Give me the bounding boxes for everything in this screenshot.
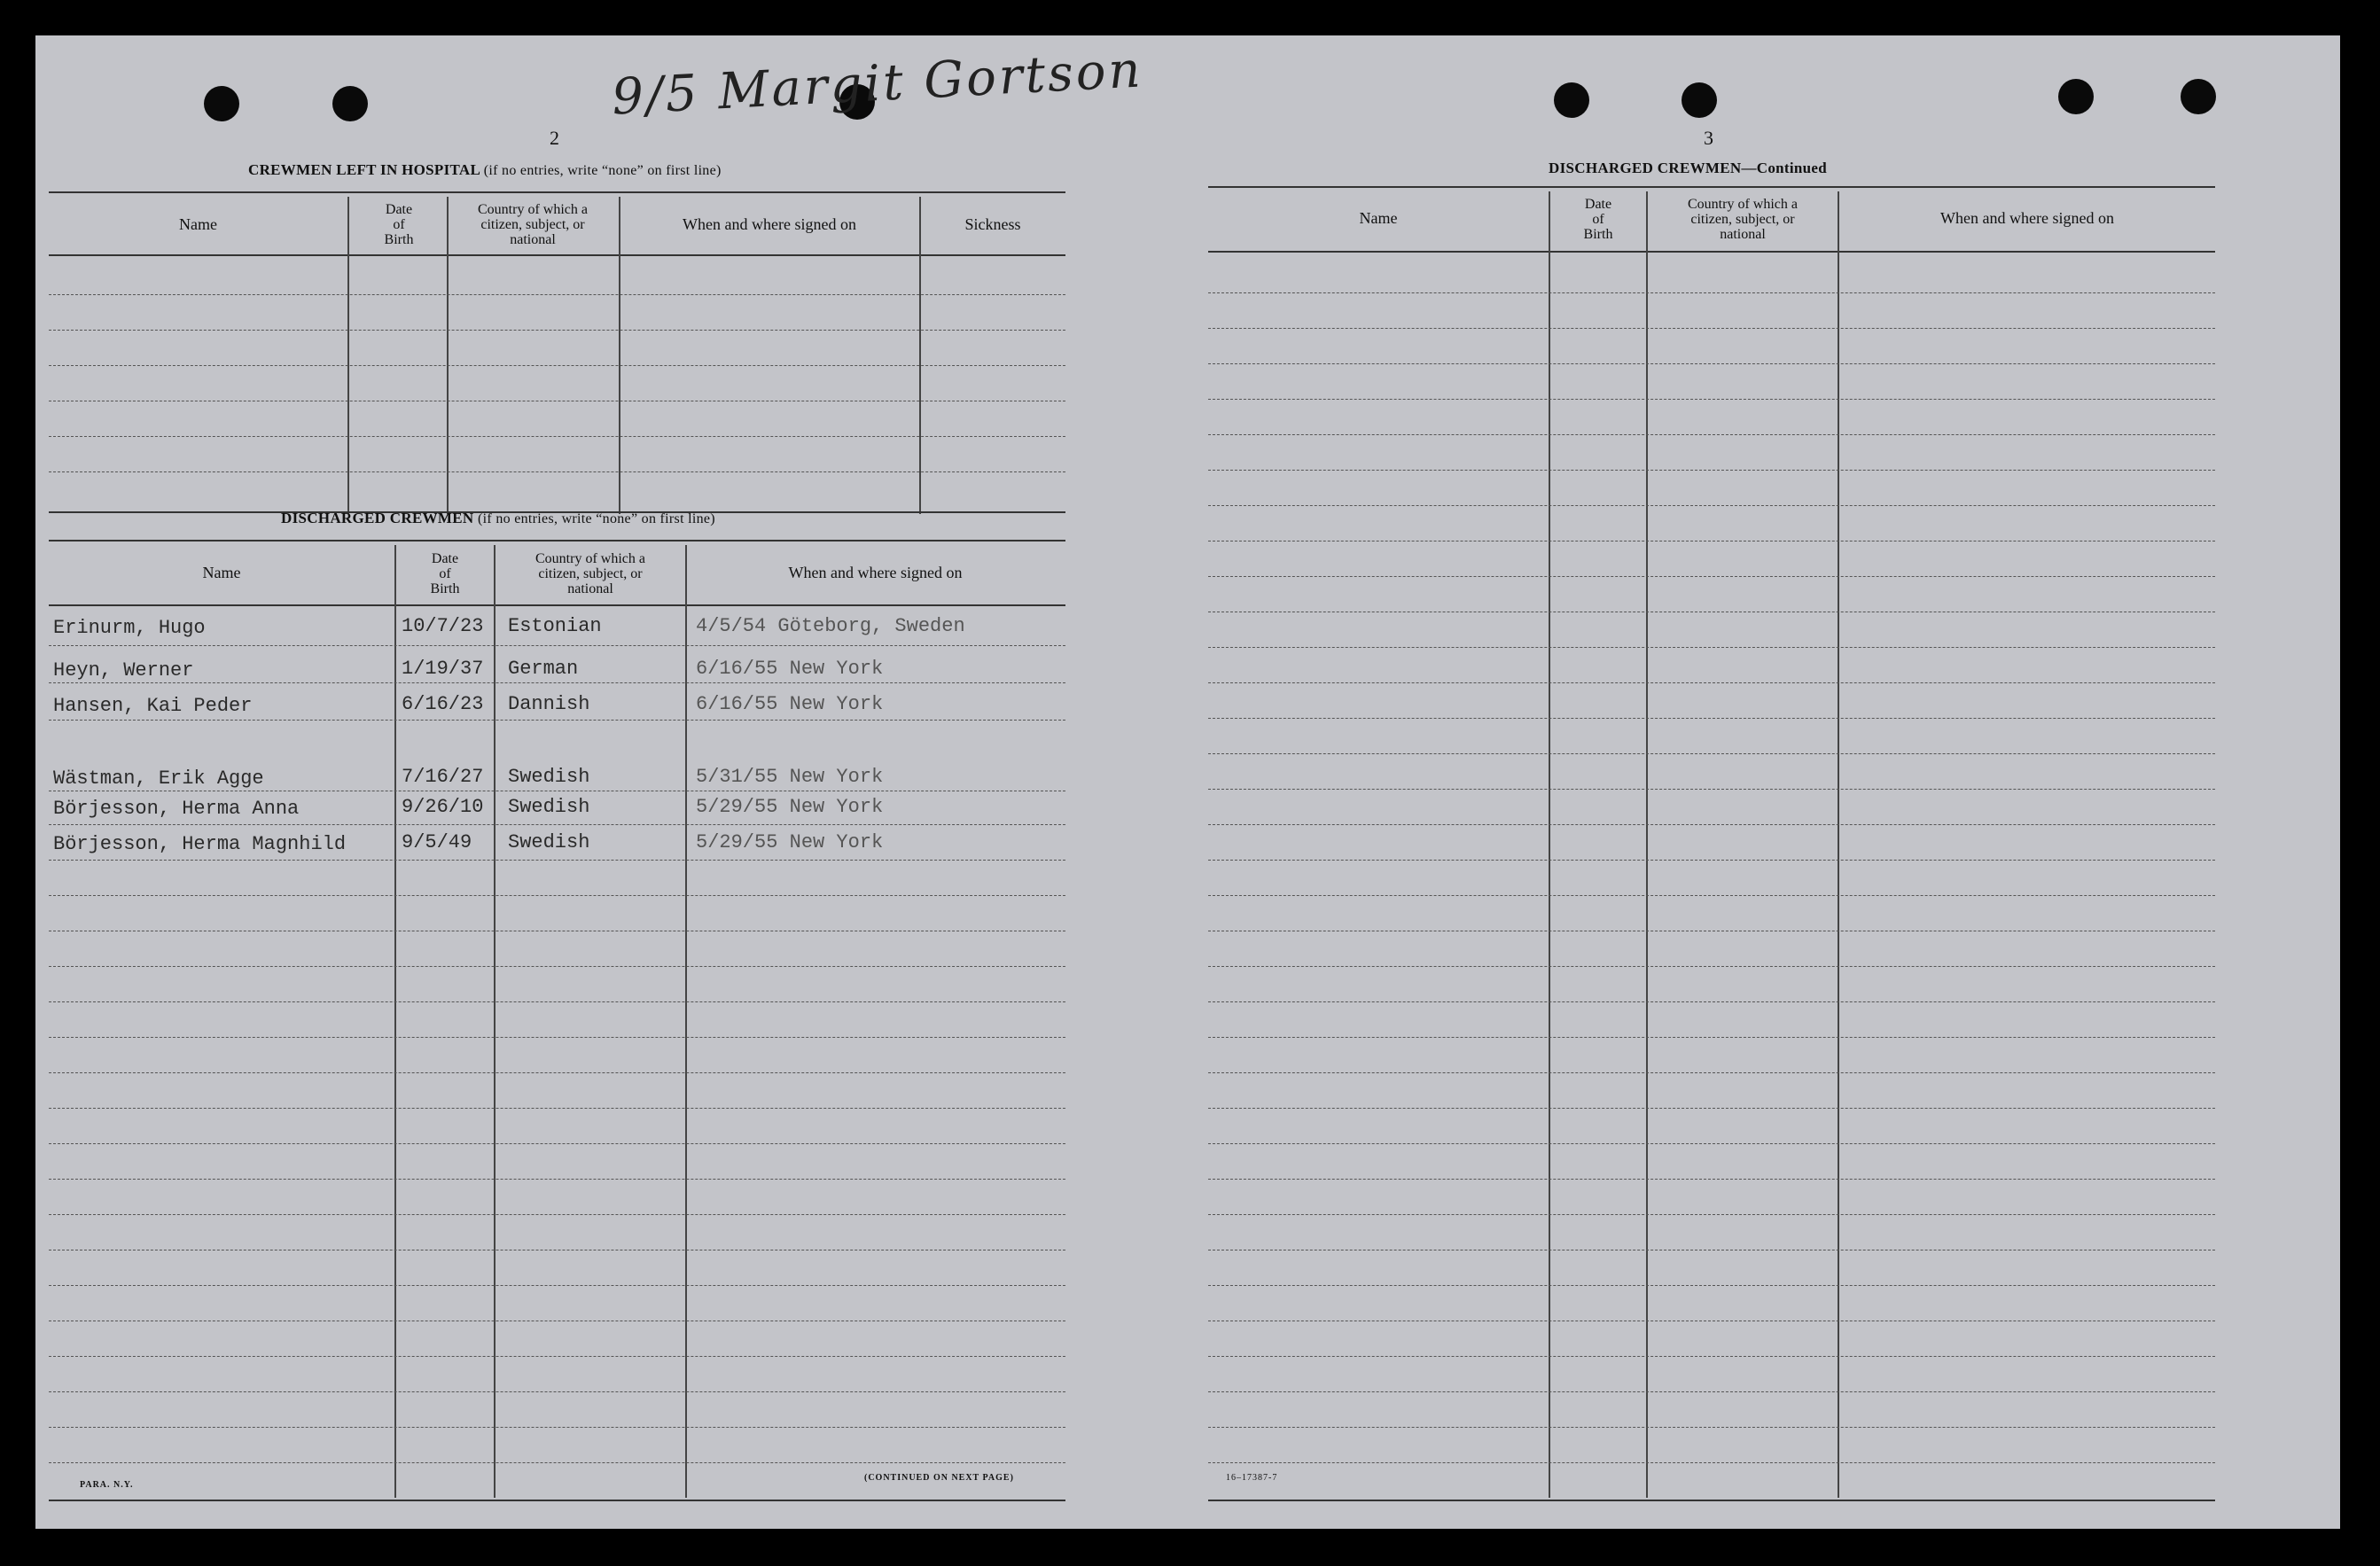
table-row-line [49,330,1065,331]
form-number: 16–17387-7 [1226,1473,1278,1483]
table-row-line [49,471,1065,472]
discharged-title: DISCHARGED CREWMEN [281,510,474,526]
right-col-divider [1549,191,1550,1498]
row-2-name: Heyn, Werner [53,659,194,682]
handwritten-note: 9/5 Margit Gortson [610,41,1145,127]
hospital-title: CREWMEN LEFT IN HOSPITAL [248,161,480,178]
hospital-col-name: Name [179,215,217,233]
discharged-col-country: Country of which a citizen, subject, or national [535,551,645,596]
row-4-country: Swedish [508,766,590,788]
table-row-line [1208,860,2215,861]
hospital-top-rule [49,191,1065,193]
row-2-signed: 6/16/55 New York [696,658,884,680]
right-col-name: Name [1359,209,1398,227]
table-row-line [1208,470,2215,471]
row-4-name: Wästman, Erik Agge [53,767,264,790]
right-header-rule [1208,251,2215,253]
table-row-line [1208,647,2215,648]
row-2-country: German [508,658,579,680]
punch-hole [1682,82,1717,118]
table-row-line [1208,1427,2215,1428]
table-row-line [1208,718,2215,719]
discharged-col-dob: Date of Birth [430,551,460,596]
table-row-line [1208,576,2215,577]
table-row-line [49,1356,1065,1357]
hospital-col-divider [347,197,349,514]
table-row-line [49,1179,1065,1180]
row-4-dob: 7/16/27 [402,766,484,788]
manifest-sheet [35,35,2340,1529]
table-row-line [1208,1037,2215,1038]
table-row-line [1208,789,2215,790]
row-3-country: Dannish [508,693,590,715]
discharged-col-name: Name [202,564,241,581]
discharged-col-divider [685,545,687,1498]
continued-note: (CONTINUED ON NEXT PAGE) [864,1473,1014,1483]
right-bottom-rule [1208,1500,2215,1501]
table-row-line [49,1037,1065,1038]
table-row-line [49,1108,1065,1109]
table-row-line [1208,1179,2215,1180]
table-row-line [1208,399,2215,400]
table-row-line [1208,682,2215,683]
hospital-col-divider [919,197,921,514]
table-row-line [1208,505,2215,506]
punch-hole [1554,82,1589,118]
table-row-line [1208,363,2215,364]
row-3-signed: 6/16/55 New York [696,693,884,715]
table-row-line [1208,1356,2215,1357]
discharged-col-divider [394,545,396,1498]
table-row-line [1208,328,2215,329]
row-3-dob: 6/16/23 [402,693,484,715]
table-row-line [1208,1285,2215,1286]
table-row-line [49,720,1065,721]
table-row-line [49,1285,1065,1286]
table-row-line [1208,1391,2215,1392]
table-row-line [49,645,1065,646]
row-6-name: Börjesson, Herma Magnhild [53,833,347,855]
right-col-signed: When and where signed on [1940,209,2114,227]
table-row-line [49,365,1065,366]
right-col-dob: Date of Birth [1583,197,1613,242]
table-row-line [1208,1072,2215,1073]
row-5-country: Swedish [508,796,590,818]
row-5-dob: 9/26/10 [402,796,484,818]
row-3-name: Hansen, Kai Peder [53,695,253,717]
table-row-line [49,860,1065,861]
punch-hole [2181,79,2216,114]
table-row-line [49,294,1065,295]
right-top-rule [1208,186,2215,188]
table-row-line [49,966,1065,967]
table-row-line [1208,434,2215,435]
punch-hole [332,86,368,121]
table-row-line [49,1427,1065,1428]
hospital-header-rule [49,254,1065,256]
table-row-line [1208,824,2215,825]
printer-mark: PARA. N.Y. [80,1480,134,1490]
row-4-signed: 5/31/55 New York [696,766,884,788]
discharged-bottom-rule [49,1500,1065,1501]
table-row-line [49,1462,1065,1463]
continued-section-title: DISCHARGED CREWMEN—Continued [1549,160,1827,176]
discharged-note: (if no entries, write “none” on first line) [478,511,715,526]
table-row-line [49,1214,1065,1215]
hospital-note: (if no entries, write “none” on first line) [483,163,722,178]
row-6-country: Swedish [508,831,590,853]
table-row-line [49,895,1065,896]
table-row-line [49,436,1065,437]
row-1-signed: 4/5/54 Göteborg, Sweden [696,615,965,637]
table-row-line [49,1143,1065,1144]
page-number-right: 3 [1704,127,1713,149]
right-col-divider [1646,191,1648,1498]
table-row-line [1208,1001,2215,1002]
table-row-line [1208,1143,2215,1144]
right-col-country: Country of which a citizen, subject, or national [1688,197,1798,242]
table-row-line [1208,753,2215,754]
table-row-line [1208,895,2215,896]
discharged-title-block [281,510,715,527]
right-col-divider [1838,191,1839,1498]
row-5-signed: 5/29/55 New York [696,796,884,818]
discharged-col-signed: When and where signed on [788,564,963,581]
punch-hole [2058,79,2094,114]
discharged-header-rule [49,604,1065,606]
table-row-line [1208,1462,2215,1463]
page-number-left: 2 [550,127,559,149]
table-row-line [49,682,1065,683]
table-row-line [1208,1108,2215,1109]
hospital-col-dob: Date of Birth [384,202,414,247]
row-1-name: Erinurm, Hugo [53,617,206,639]
table-row-line [1208,966,2215,967]
table-row-line [49,1391,1065,1392]
discharged-col-divider [494,545,496,1498]
table-row-line [1208,1214,2215,1215]
punch-hole [204,86,239,121]
table-row-line [49,1072,1065,1073]
table-row-line [1208,292,2215,293]
hospital-section-title [248,161,722,179]
discharged-top-rule [49,540,1065,541]
row-6-signed: 5/29/55 New York [696,831,884,853]
hospital-col-sickness: Sickness [964,215,1021,233]
table-row-line [49,1001,1065,1002]
row-1-dob: 10/7/23 [402,615,484,637]
row-2-dob: 1/19/37 [402,658,484,680]
row-6-dob: 9/5/49 [402,831,472,853]
row-5-name: Börjesson, Herma Anna [53,798,300,820]
hospital-col-country: Country of which a citizen, subject, or national [478,202,588,247]
hospital-col-signed: When and where signed on [683,215,856,233]
row-1-country: Estonian [508,615,602,637]
hospital-col-divider [619,197,620,514]
table-row-line [49,824,1065,825]
